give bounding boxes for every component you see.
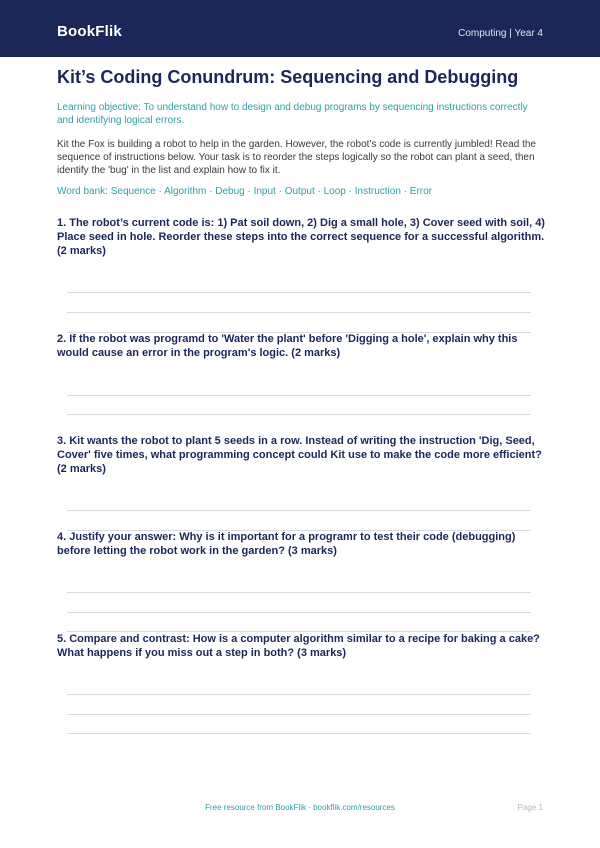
- page-title: Kit’s Coding Conundrum: Sequencing and Debugging: [57, 67, 519, 87]
- answer-line[interactable]: [67, 694, 531, 695]
- answer-line[interactable]: [67, 510, 531, 511]
- question-4: 4. Justify your answer: Why is it important for a programr to test their code (debugging) before letting the robot work in the garden? (3 marks): [57, 531, 516, 557]
- question-3: 3. Kit wants the robot to plant 5 seeds in a row. Instead of writing the instruction 'Dig, Seed, Cover' five times, what programming concept could Kit use to make the code more efficient? (2 marks): [57, 435, 542, 475]
- question-5: 5. Compare and contrast: How is a computer algorithm similar to a recipe for baking a cake? What happens if you miss out a step in both? (3 marks): [57, 633, 540, 659]
- answer-line[interactable]: [67, 714, 531, 715]
- word-bank: Word bank: Sequence · Algorithm · Debug · Input · Output · Loop · Instruction · Error: [57, 186, 432, 197]
- answer-line[interactable]: [67, 612, 531, 613]
- page-number: Page 1: [517, 803, 543, 812]
- answer-line[interactable]: [67, 312, 531, 313]
- learning-objective: Learning objective: To understand how to design and debug programs by sequencing instructions correctly and identifying logical errors.: [57, 102, 528, 126]
- intro-paragraph: Kit the Fox is building a robot to help in the garden. However, the robot’s code is currently jumbled! Read the sequence of instructions below. Your task is to reorder the steps logically so the robot can plant a seed, then identify the 'bug' in the list and explain how to fix it.: [57, 139, 536, 176]
- question-1: 1. The robot’s current code is: 1) Pat soil down, 2) Dig a small hole, 3) Cover seed with soil, 4) Place seed in hole. Reorder these steps into the correct sequence for a successful algorithm. (2 marks): [57, 217, 545, 257]
- question-2: 2. If the robot was programd to 'Water the plant' before 'Digging a hole', explain why this would cause an error in the program's logic. (2 marks): [57, 333, 518, 359]
- page-header: [0, 0, 600, 57]
- subject-year-label: Computing | Year 4: [458, 28, 543, 39]
- brand-logo: BookFlik: [57, 23, 122, 40]
- footer-source[interactable]: Free resource from BookFlik · bookflik.com/resources: [205, 803, 395, 812]
- answer-line[interactable]: [67, 395, 531, 396]
- answer-line[interactable]: [67, 292, 531, 293]
- answer-line[interactable]: [67, 733, 531, 734]
- answer-line[interactable]: [67, 414, 531, 415]
- answer-line[interactable]: [67, 592, 531, 593]
